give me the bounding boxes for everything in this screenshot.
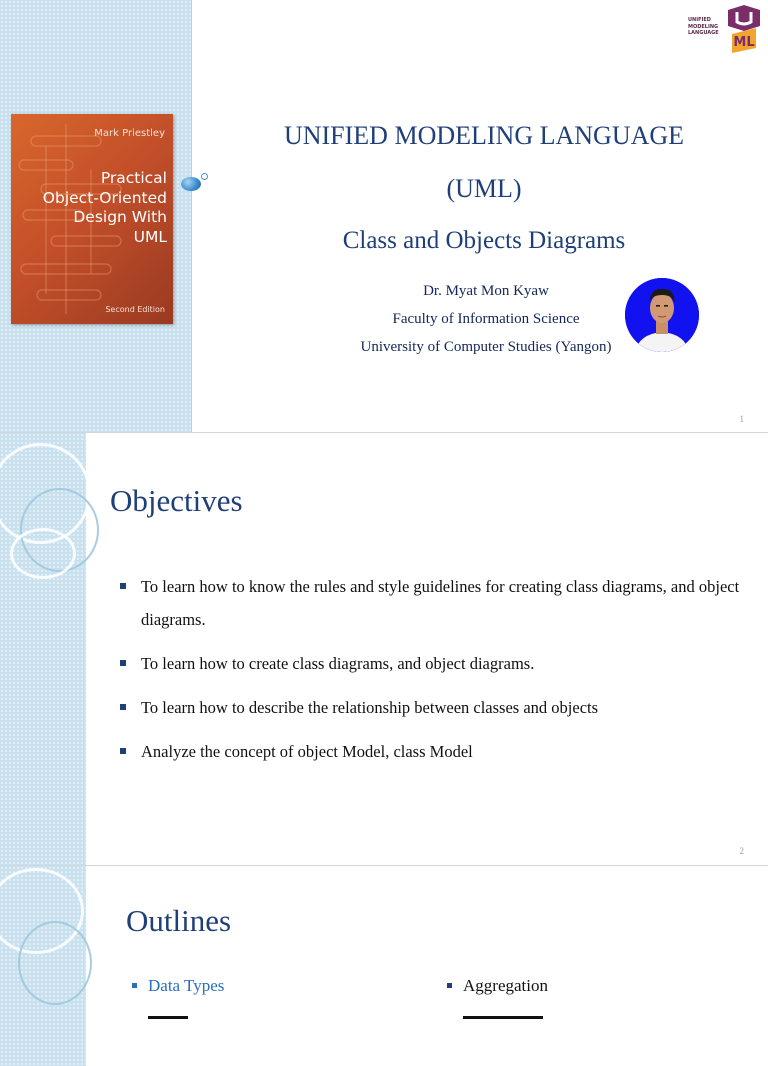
uml-logo-wordmark <box>688 17 719 37</box>
uml-logo-letters <box>733 35 754 50</box>
list-item <box>120 570 740 636</box>
list-item-text: To learn how to describe the relationship between classes and objects <box>141 698 599 717</box>
panel-divider <box>191 0 192 432</box>
slide-title-abbrev: (UML) <box>446 174 522 203</box>
outline-item-text: Data Types <box>148 976 225 995</box>
book-cover-image <box>11 114 173 324</box>
uml-logo <box>688 4 764 54</box>
slide-number: 2 <box>739 846 744 856</box>
author-photo <box>625 278 699 352</box>
uml-logo-line: UNIFIED <box>688 17 711 23</box>
slide-title: UNIFIED MODELING LANGUAGE <box>283 121 685 150</box>
bullet-square-icon <box>120 748 126 754</box>
bullet-square-icon <box>120 704 126 710</box>
book-title-line: UML <box>133 227 167 246</box>
bubble-decoration <box>181 177 201 191</box>
list-item <box>120 735 740 768</box>
slide-number: 1 <box>739 414 744 424</box>
bullet-square-icon <box>132 983 137 988</box>
list-item <box>120 647 740 680</box>
book-title-line: Practical <box>100 169 167 187</box>
ring-decoration <box>18 921 92 1005</box>
list-item-text: Analyze the concept of object Model, class Model <box>141 742 473 761</box>
list-item <box>120 691 740 724</box>
person-photo-icon <box>625 278 699 352</box>
outline-item <box>447 976 548 996</box>
outline-item-text: Aggregation <box>463 976 548 995</box>
cropped-text-fragment <box>148 1012 208 1024</box>
bullet-square-icon <box>120 660 126 666</box>
book-edition: Second Edition <box>105 305 165 314</box>
slide-title: Objectives <box>110 483 243 518</box>
author-faculty: Faculty of Information Science <box>392 311 580 327</box>
objectives-slide <box>0 433 768 866</box>
uml-logo-letter: M <box>733 35 747 50</box>
bullet-square-icon <box>120 583 126 589</box>
book-author: Mark Priestley <box>94 128 165 139</box>
author-name: Dr. Myat Mon Kyaw <box>423 283 549 299</box>
slide-subtitle: Class and Objects Diagrams <box>342 227 626 254</box>
slide-title: Outlines <box>126 903 232 938</box>
list-item-text: To learn how to know the rules and style guidelines for creating class diagrams, and object diagrams. <box>141 577 740 629</box>
list-item-text: To learn how to create class diagrams, and object diagrams. <box>141 654 535 673</box>
uml-logo-letter: L <box>746 35 755 50</box>
author-university: University of Computer Studies (Yangon) <box>360 339 612 355</box>
objectives-list <box>120 570 740 779</box>
bullet-square-icon <box>447 983 452 988</box>
outlines-slide <box>0 866 768 1066</box>
book-title-line: Design With <box>73 208 167 226</box>
book-title-line: Object-Oriented <box>42 188 167 207</box>
title-slide <box>0 0 768 433</box>
uml-logo-mark <box>724 4 764 54</box>
uml-logo-line: MODELING <box>688 23 719 30</box>
ring-decoration <box>10 528 76 579</box>
outline-item <box>132 976 224 996</box>
uml-logo-line: LANGUAGE <box>688 30 719 36</box>
book-title <box>17 169 167 247</box>
cropped-text-fragment <box>463 1012 558 1024</box>
